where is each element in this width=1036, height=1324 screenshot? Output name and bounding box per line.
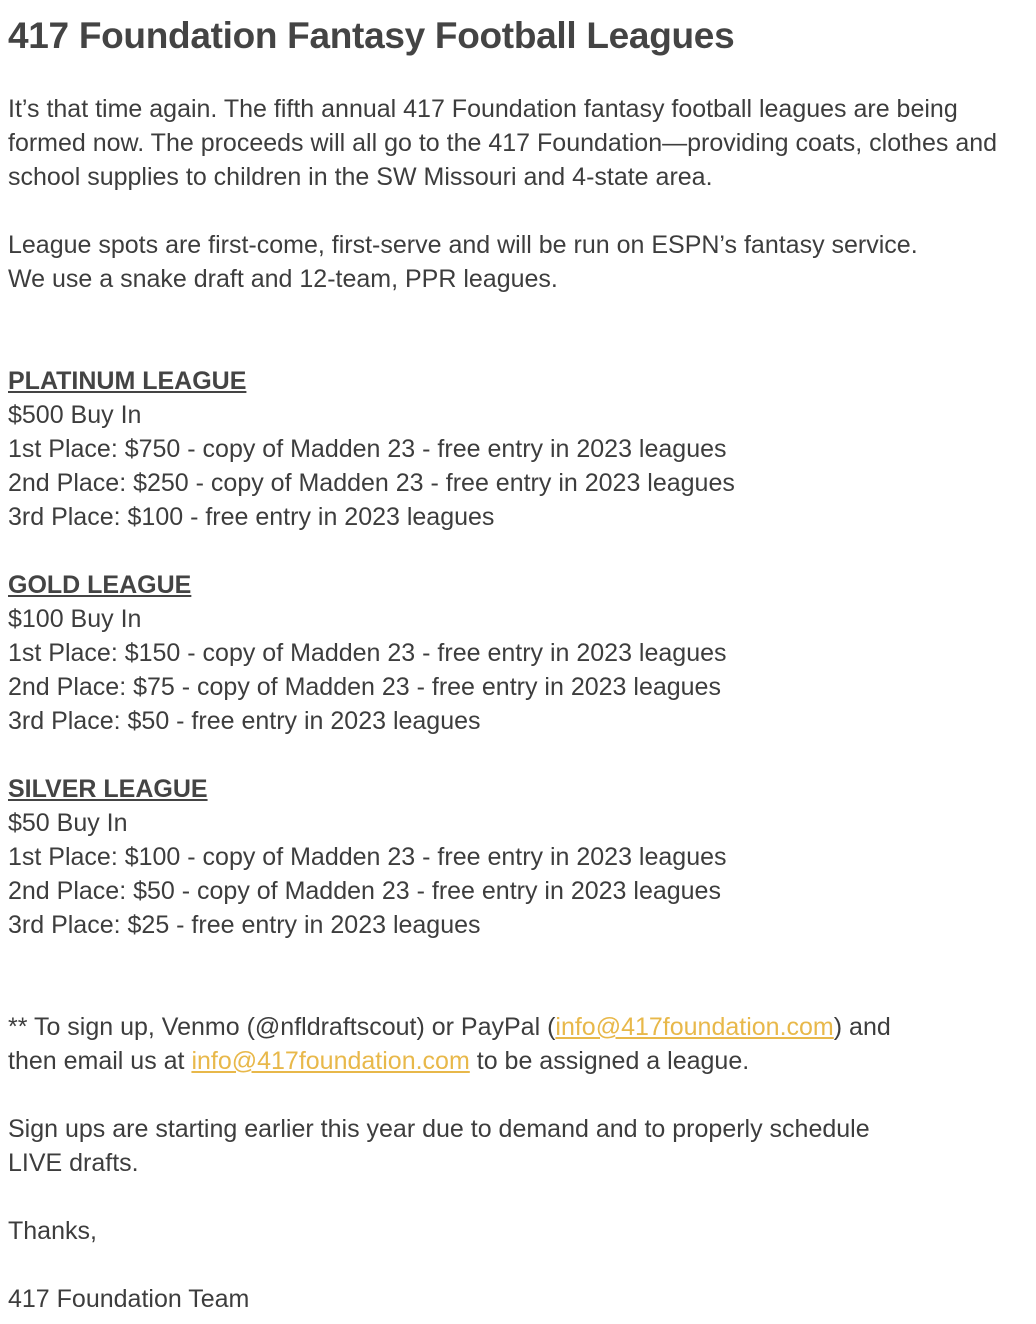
- note-line-1: Sign ups are starting earlier this year due to demand and to properly schedule: [8, 1115, 870, 1143]
- email-suffix: to be assigned a league.: [469, 1047, 750, 1075]
- email-prefix: then email us at: [8, 1047, 192, 1075]
- league-prize-2nd: 2nd Place: $250 - copy of Madden 23 - free entry in 2023 leagues: [8, 469, 735, 497]
- league-prize-3rd: 3rd Place: $25 - free entry in 2023 leagues: [8, 911, 481, 939]
- page-title: 417 Foundation Fantasy Football Leagues: [8, 15, 735, 56]
- signup-line-2: [8, 1044, 1036, 1078]
- signup-prefix: ** To sign up, Venmo (@nfldraftscout) or PayPal (: [8, 1013, 556, 1041]
- league-prize-1st: 1st Place: $100 - copy of Madden 23 - free entry in 2023 leagues: [8, 843, 727, 871]
- league-prize-1st: 1st Place: $750 - copy of Madden 23 - free entry in 2023 leagues: [8, 435, 727, 463]
- signup-suffix: ) and: [833, 1013, 891, 1041]
- signup-paragraph: [8, 1010, 1036, 1078]
- league-buy-in: $50 Buy In: [8, 809, 128, 837]
- league-prize-3rd: 3rd Place: $100 - free entry in 2023 leagues: [8, 503, 495, 531]
- league-title: SILVER LEAGUE: [8, 775, 208, 803]
- league-prize-2nd: 2nd Place: $50 - copy of Madden 23 - free entry in 2023 leagues: [8, 877, 721, 905]
- note-paragraph: [8, 1112, 1036, 1180]
- signature: [8, 1282, 1036, 1316]
- league-buy-in: $500 Buy In: [8, 401, 142, 429]
- league-title: PLATINUM LEAGUE: [8, 367, 247, 395]
- closing: [8, 1214, 1036, 1248]
- league-section-gold: [8, 568, 1036, 738]
- league-buy-in: $100 Buy In: [8, 605, 142, 633]
- contact-email-link[interactable]: info@417foundation.com: [191, 1047, 470, 1075]
- paypal-email-link[interactable]: info@417foundation.com: [555, 1013, 834, 1041]
- signup-line-1: [8, 1010, 1036, 1044]
- signature-text: 417 Foundation Team: [8, 1285, 250, 1313]
- league-prize-2nd: 2nd Place: $75 - copy of Madden 23 - free entry in 2023 leagues: [8, 673, 721, 701]
- article: [0, 0, 1028, 58]
- intro-paragraph-2: [8, 228, 1036, 296]
- league-prize-1st: 1st Place: $150 - copy of Madden 23 - free entry in 2023 leagues: [8, 639, 727, 667]
- league-section-silver: [8, 772, 1036, 942]
- intro-text-2-line-2: We use a snake draft and 12-team, PPR leagues.: [8, 265, 558, 293]
- league-section-platinum: [8, 364, 1036, 534]
- intro-text-2-line-1: League spots are first-come, first-serve and will be run on ESPN’s fantasy service.: [8, 231, 918, 259]
- league-title: GOLD LEAGUE: [8, 571, 192, 599]
- intro-paragraph-1: [8, 92, 1036, 194]
- closing-text: Thanks,: [8, 1217, 97, 1245]
- league-prize-3rd: 3rd Place: $50 - free entry in 2023 leagues: [8, 707, 481, 735]
- note-line-2: LIVE drafts.: [8, 1149, 139, 1177]
- intro-text-1: It’s that time again. The fifth annual 417 Foundation fantasy football leagues are being formed now. The proceeds will all go to the 417 Foundation—providing coats, clothes and school supplies to children in the SW Missouri and 4-state area.: [8, 95, 998, 191]
